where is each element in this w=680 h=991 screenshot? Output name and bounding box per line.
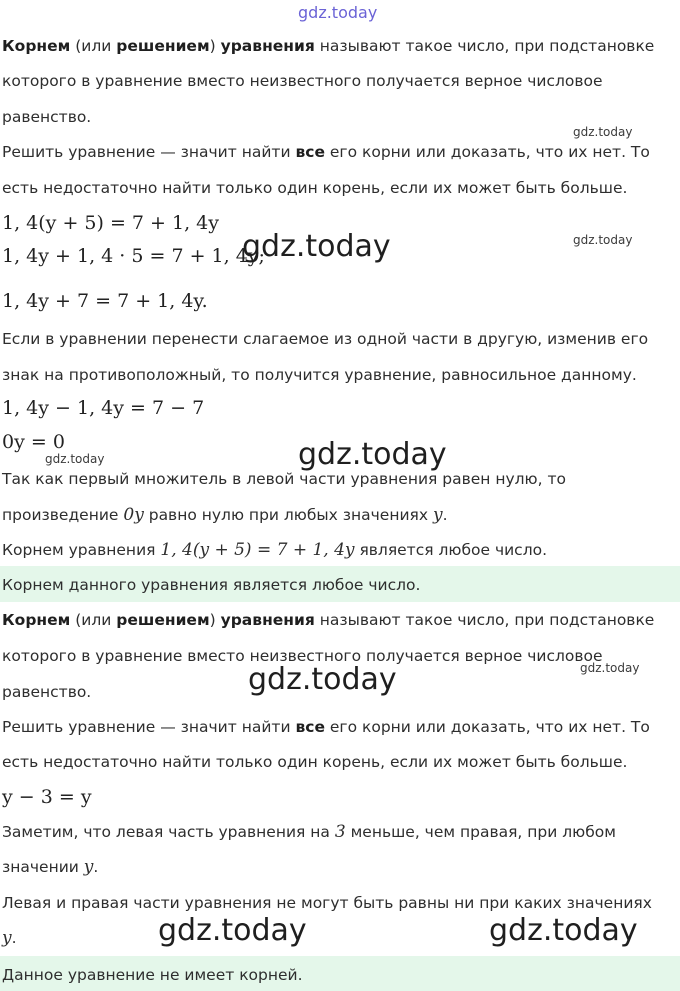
note-line-2	[2, 857, 98, 877]
site-watermark: gdz.today	[489, 913, 638, 948]
equation-2: 1, 4y + 1, 4 · 5 = 7 + 1, 4y;	[2, 245, 265, 267]
math-number: 3	[334, 822, 346, 842]
equation-1: 1, 4(y + 5) = 7 + 1, 4y	[2, 212, 219, 234]
answer-highlight-1	[0, 566, 680, 602]
text: является любое число.	[354, 541, 548, 559]
math-equation-inline: 1, 4(y + 5) = 7 + 1, 4y	[160, 540, 355, 560]
text: его корни или доказать, что их нет. То	[324, 718, 650, 736]
equation-4: 1, 4y − 1, 4y = 7 − 7	[2, 397, 205, 419]
text: .	[11, 929, 17, 947]
term-all: все	[295, 718, 325, 736]
solve-line-1	[2, 717, 650, 737]
text: называют такое число, при подстановке	[314, 37, 655, 55]
text: Решить уравнение — значит найти	[2, 718, 296, 736]
root-statement	[2, 540, 547, 560]
definition-line-3: равенство.	[2, 683, 92, 701]
site-watermark: gdz.today	[580, 661, 640, 675]
site-watermark: gdz.today	[158, 913, 307, 948]
text: меньше, чем правая, при любом	[345, 823, 616, 841]
conclusion-line-1: Левая и правая части уравнения не могут быть равны ни при каких значениях	[2, 894, 652, 912]
site-watermark: gdz.today	[573, 125, 633, 139]
text: )	[209, 611, 221, 629]
term-root: Корнем	[2, 37, 71, 55]
note-line-1	[2, 822, 616, 842]
term-all: все	[295, 143, 325, 161]
site-watermark: gdz.today	[248, 662, 397, 697]
site-watermark-header: gdz.today	[298, 3, 378, 22]
solve-line-2: есть недостаточно найти только один корень, если их может быть больше.	[2, 753, 628, 771]
conclusion-line-2	[2, 928, 17, 948]
term-solution: решением	[116, 37, 210, 55]
answer-text: Корнем данного уравнения является любое число.	[2, 576, 421, 594]
text: его корни или доказать, что их нет. То	[324, 143, 650, 161]
text: )	[209, 37, 221, 55]
text: Решить уравнение — значит найти	[2, 143, 296, 161]
text: называют такое число, при подстановке	[314, 611, 655, 629]
text: (или	[70, 37, 117, 55]
site-watermark: gdz.today	[298, 437, 447, 472]
text: равно нулю при любых значениях	[143, 506, 433, 524]
term-solution: решением	[116, 611, 210, 629]
definition-line-3: равенство.	[2, 108, 92, 126]
term-root: Корнем	[2, 611, 71, 629]
text: Корнем уравнения	[2, 541, 161, 559]
term-equation: уравнения	[220, 611, 315, 629]
text: .	[93, 858, 99, 876]
definition-line-2: которого в уравнение вместо неизвестного получается верное числовое	[2, 72, 603, 90]
solve-line-2: есть недостаточно найти только один корень, если их может быть больше.	[2, 179, 628, 197]
equation-3: 1, 4y + 7 = 7 + 1, 4y.	[2, 290, 208, 312]
answer-text: Данное уравнение не имеет корней.	[2, 966, 303, 984]
math-product: 0y	[123, 505, 144, 525]
math-variable: y	[83, 857, 94, 877]
text: произведение	[2, 506, 124, 524]
definition-line-1	[2, 36, 654, 56]
definition-line-1	[2, 610, 654, 630]
rule-line-2: знак на противоположный, то получится уравнение, равносильное данному.	[2, 366, 637, 384]
site-watermark: gdz.today	[45, 452, 105, 466]
term-equation: уравнения	[220, 37, 315, 55]
text: .	[442, 506, 448, 524]
equation-5: 0y = 0	[2, 431, 65, 453]
text: (или	[70, 611, 117, 629]
text: значении	[2, 858, 84, 876]
definition-line-2: которого в уравнение вместо неизвестного получается верное числовое	[2, 647, 603, 665]
math-variable: y	[432, 505, 443, 525]
site-watermark: gdz.today	[242, 229, 391, 264]
equation-1: y − 3 = y	[2, 786, 92, 808]
answer-highlight-2	[0, 956, 680, 991]
since-line-1: Так как первый множитель в левой части уравнения равен нулю, то	[2, 470, 566, 488]
rule-line-1: Если в уравнении перенести слагаемое из одной части в другую, изменив его	[2, 330, 649, 348]
solve-line-1	[2, 142, 650, 162]
since-line-2	[2, 505, 448, 525]
math-variable: y	[2, 928, 12, 948]
site-watermark: gdz.today	[573, 233, 633, 247]
text: Заметим, что левая часть уравнения на	[2, 823, 335, 841]
